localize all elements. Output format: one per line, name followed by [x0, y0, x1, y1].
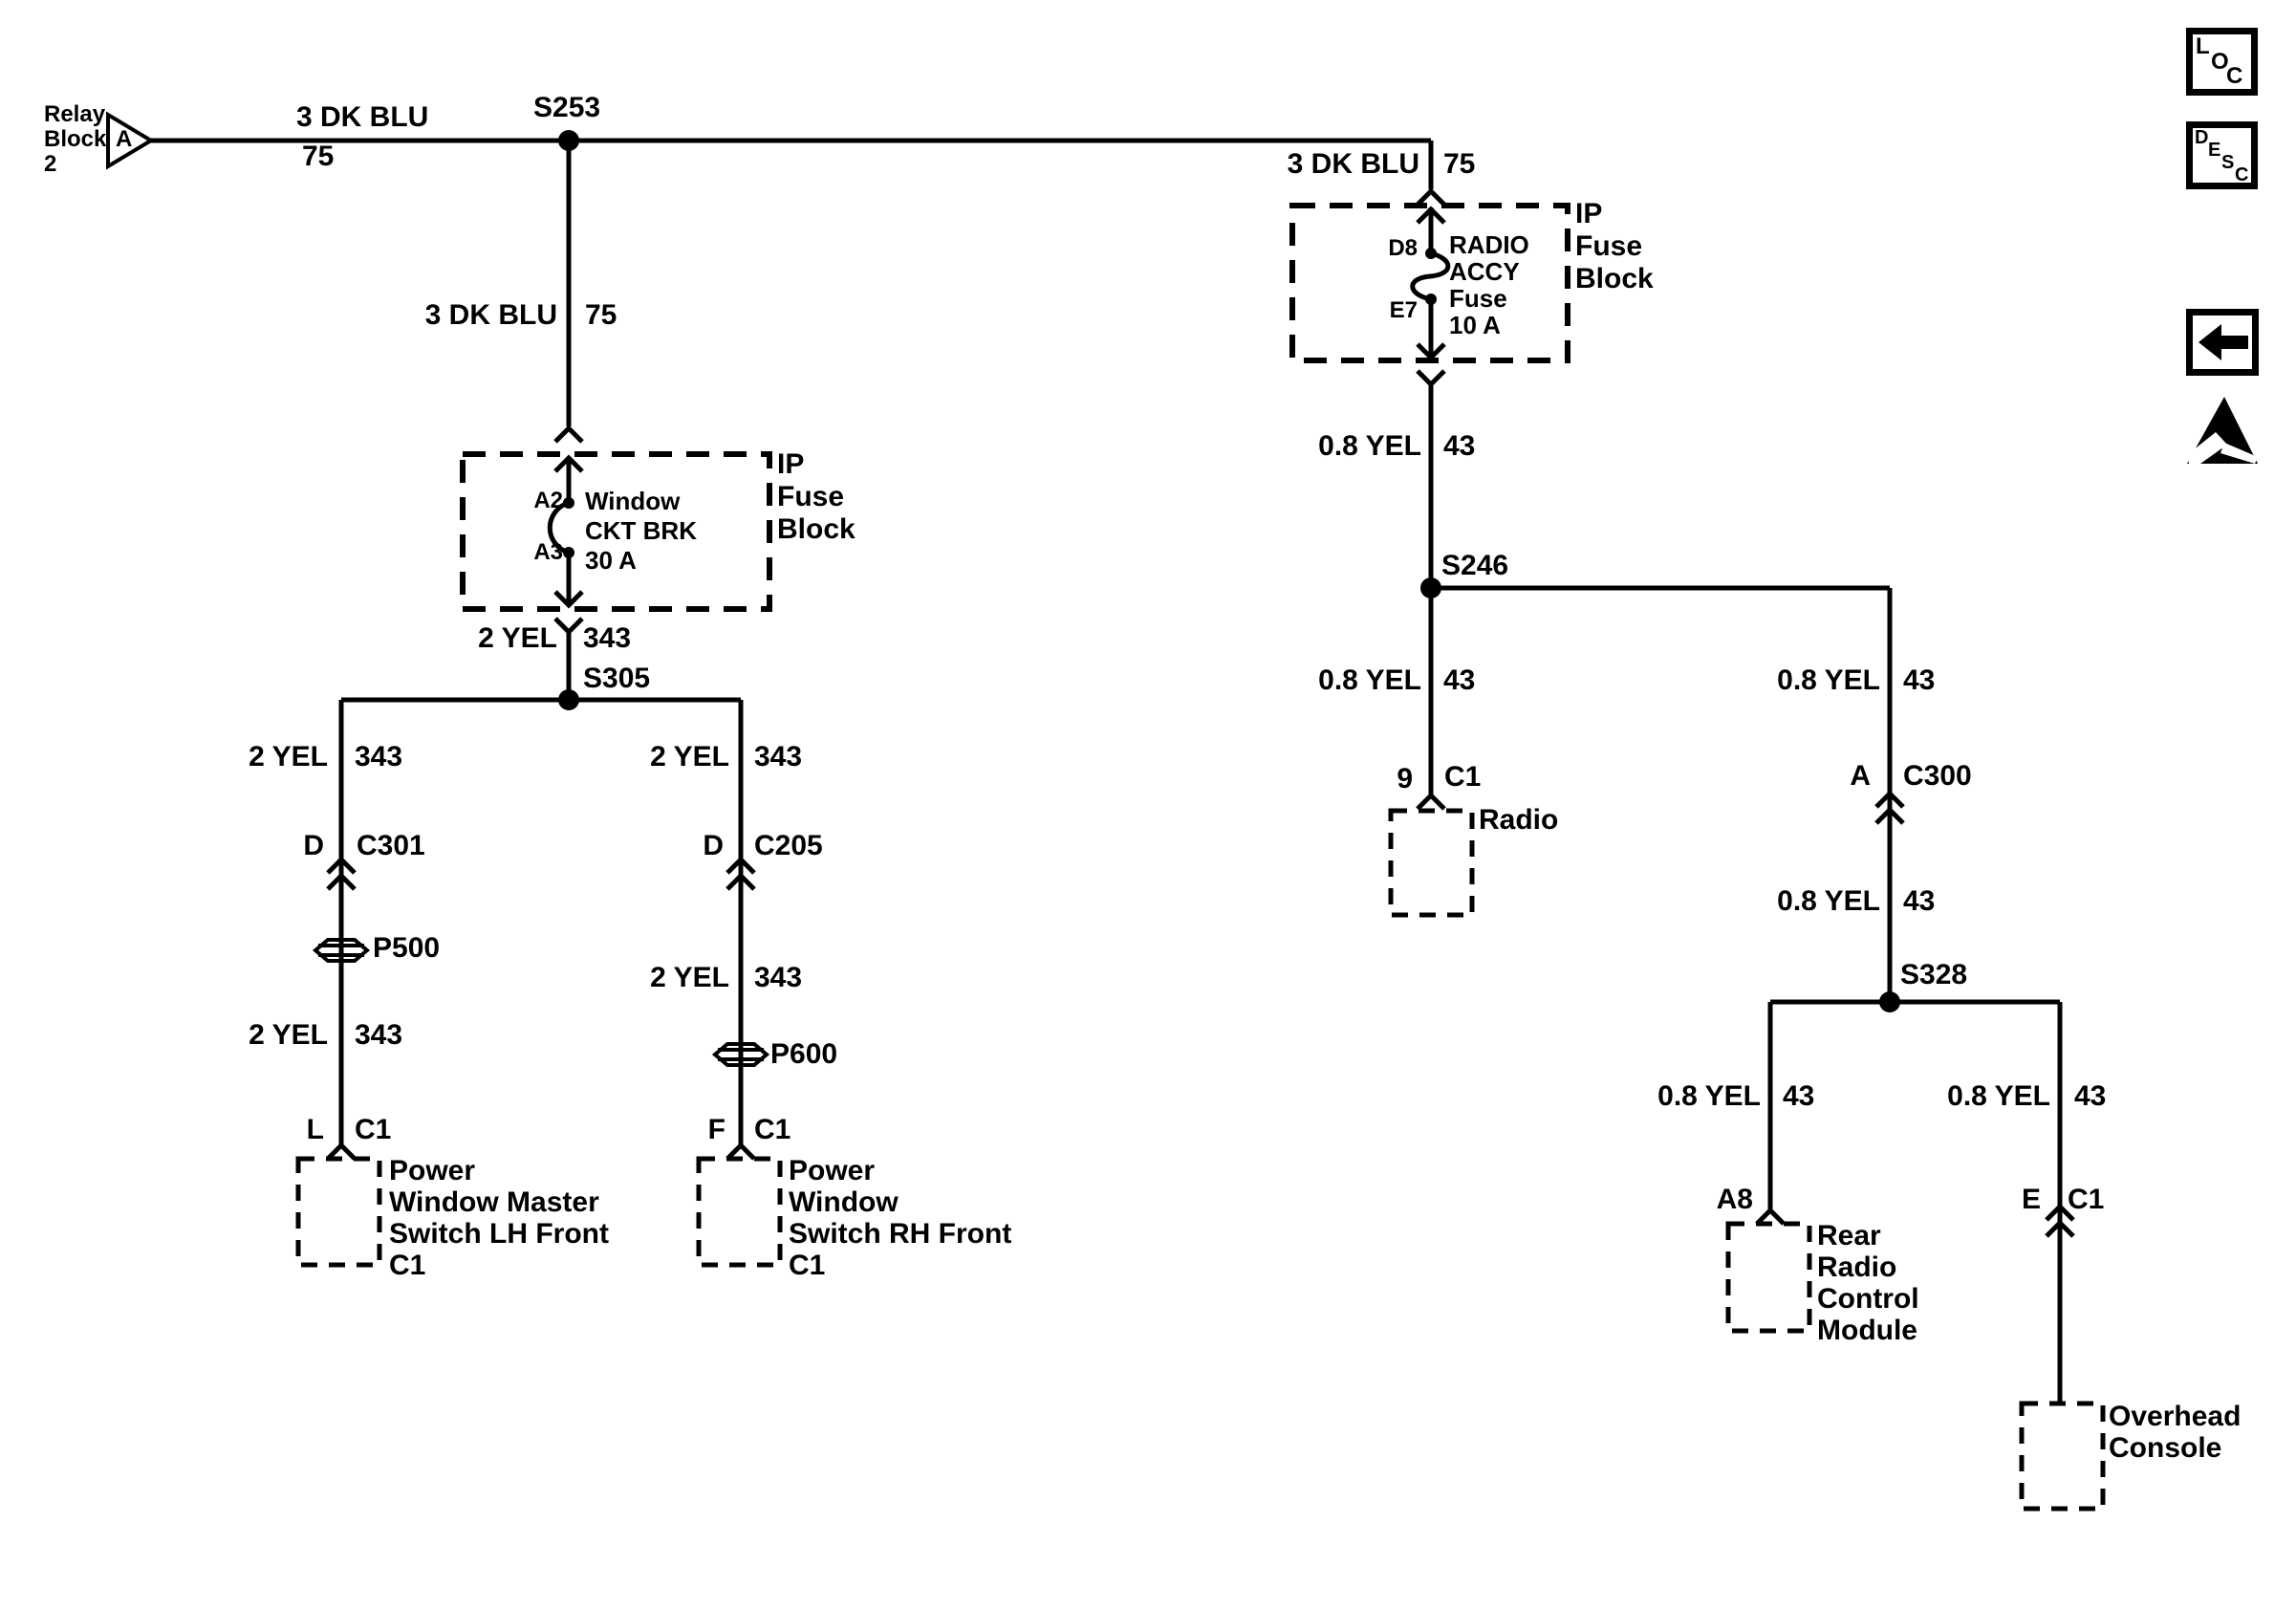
- relay-block-label: [44, 102, 106, 177]
- back-button[interactable]: [2186, 309, 2259, 376]
- wire-circuit: 75: [1443, 148, 1476, 180]
- component-line: Switch LH Front: [389, 1218, 609, 1250]
- fuse-block-title-line: Fuse: [777, 481, 845, 512]
- back-arrow-icon: [2193, 315, 2252, 369]
- loc-letter: L: [2196, 33, 2210, 59]
- junction-label-s246: S246: [1441, 550, 1509, 581]
- splice-label-p600: P600: [770, 1038, 838, 1070]
- wire-label: 2 YEL: [650, 741, 729, 772]
- wire-circuit: 43: [1443, 430, 1476, 462]
- wire-label: 2 YEL: [478, 622, 557, 654]
- junction-label-s253: S253: [533, 92, 601, 123]
- rh-switch-box: [699, 1159, 780, 1265]
- connector-chevron: [555, 428, 582, 442]
- junction-s246: [1420, 577, 1441, 598]
- fuse-device-line: Fuse: [1449, 284, 1507, 313]
- radio-box: [1391, 811, 1472, 915]
- fuse-pin-label: D8: [1388, 235, 1418, 261]
- esd-warning-icon: [2187, 397, 2258, 464]
- breaker-device-line: CKT BRK: [585, 516, 697, 545]
- connector-id: C1: [1444, 761, 1482, 793]
- desc-button[interactable]: [2186, 121, 2258, 189]
- wire-circuit: 43: [1903, 885, 1936, 917]
- component-line: Module: [1817, 1315, 1917, 1346]
- fuse-pin-label: A2: [533, 488, 563, 513]
- component-label-overhead: [2109, 1401, 2241, 1464]
- fuse-block-title: [777, 448, 856, 546]
- wire-circuit: 343: [355, 1019, 403, 1051]
- wire-circuit: 343: [754, 962, 803, 993]
- pin-a3-dot: [563, 547, 574, 558]
- connector-id: C300: [1903, 760, 1972, 792]
- connector-id: C1: [355, 1114, 392, 1145]
- overhead-console-box: [2022, 1403, 2103, 1509]
- desc-letter: E: [2208, 140, 2221, 161]
- breaker-device-line: 30 A: [585, 546, 637, 575]
- rear-radio-module-box: [1728, 1224, 1809, 1331]
- connector-id: C1: [754, 1114, 791, 1145]
- component-line: Window Master: [389, 1186, 599, 1218]
- breaker-device-label: [585, 487, 697, 576]
- fuse-device-label: [1449, 231, 1529, 338]
- fuse-device-line: 10 A: [1449, 311, 1501, 339]
- connector-pin: D: [703, 830, 724, 861]
- fuse-block-title-line: IP: [777, 448, 805, 480]
- connector-id: C301: [357, 830, 425, 861]
- wire-circuit: 343: [583, 622, 632, 654]
- desc-letter: C: [2235, 164, 2249, 185]
- wire-label: 2 YEL: [249, 1019, 328, 1051]
- fuse-block-title-line: Block: [777, 513, 856, 545]
- fuse-device-line: ACCY: [1449, 257, 1520, 286]
- pin-d8-dot: [1425, 248, 1437, 259]
- fuse-block-entry-arrow: [1418, 207, 1444, 253]
- component-line: Power: [389, 1155, 476, 1186]
- wire-label: 3 DK BLU: [296, 101, 429, 133]
- component-line: Control: [1817, 1283, 1919, 1315]
- wire-circuit: 343: [355, 741, 403, 772]
- relay-block-label-line: 2: [44, 151, 57, 177]
- component-label-rear-module: [1817, 1220, 1919, 1346]
- wire-label: 0.8 YEL: [1318, 430, 1421, 462]
- component-line: C1: [389, 1250, 426, 1281]
- connector-pin: L: [306, 1114, 324, 1145]
- junction-label-s328: S328: [1900, 959, 1968, 990]
- connector-chevron: [1418, 795, 1444, 809]
- fuse-block-title-line: Block: [1575, 263, 1654, 294]
- fuse-block-title-line: Fuse: [1575, 230, 1643, 262]
- relay-terminal-letter: A: [116, 126, 133, 152]
- connector-pin: D: [303, 830, 324, 861]
- desc-letter: D: [2195, 127, 2209, 148]
- pin-e7-dot: [1425, 294, 1437, 305]
- wire-label: 0.8 YEL: [1777, 664, 1880, 696]
- junction-s328: [1879, 991, 1900, 1012]
- fuse-pin-label: A3: [533, 539, 563, 565]
- connector-id: C1: [2068, 1184, 2105, 1215]
- wire-circuit: 75: [302, 141, 335, 172]
- loc-letter: O: [2211, 49, 2229, 75]
- connector-chevron: [1418, 191, 1444, 205]
- wire-circuit: 343: [754, 741, 803, 772]
- wire-label: 3 DK BLU: [424, 299, 557, 331]
- component-line: Radio: [1817, 1251, 1897, 1283]
- wire-label: 2 YEL: [249, 741, 328, 772]
- fuse-device-line: RADIO: [1449, 230, 1529, 259]
- relay-block-label-line: Relay: [44, 101, 106, 127]
- fuse-pin-label: E7: [1389, 297, 1418, 323]
- connector-pin: A: [1850, 760, 1871, 792]
- component-line: C1: [789, 1250, 826, 1281]
- component-line: Rear: [1817, 1220, 1881, 1251]
- splice-label-p500: P500: [373, 932, 441, 964]
- wire-label: 0.8 YEL: [1947, 1080, 2050, 1112]
- loc-button[interactable]: [2186, 28, 2258, 96]
- component-line: Console: [2109, 1432, 2222, 1464]
- wire-circuit: 43: [1903, 664, 1936, 696]
- component-line: Window: [789, 1186, 899, 1218]
- desc-letter: S: [2221, 152, 2235, 173]
- wire-label: 0.8 YEL: [1657, 1080, 1761, 1112]
- connector-pin: F: [707, 1114, 726, 1145]
- loc-letter: C: [2226, 63, 2243, 89]
- connector-chevron: [1418, 371, 1444, 588]
- wire-circuit: 43: [2074, 1080, 2107, 1112]
- connector-chevron: [555, 619, 582, 700]
- connector-pin: A8: [1716, 1184, 1753, 1215]
- pin-a2-dot: [563, 497, 574, 509]
- breaker-device-line: Window: [585, 487, 681, 515]
- wire-label: 2 YEL: [650, 962, 729, 993]
- component-label-rh-switch: [789, 1155, 1011, 1281]
- component-label-lh-switch: [389, 1155, 609, 1281]
- relay-block-label-line: Block: [44, 126, 107, 152]
- connector-pin: 9: [1397, 763, 1413, 794]
- junction-s253: [558, 130, 579, 151]
- component-label-radio: Radio: [1479, 804, 1559, 836]
- junction-label-s305: S305: [583, 663, 651, 694]
- fuse-block-title-line: IP: [1575, 198, 1603, 229]
- component-line: Overhead: [2109, 1401, 2242, 1432]
- component-line: Power: [789, 1155, 876, 1186]
- fuse-block-exit-arrow: [1418, 299, 1444, 358]
- junction-dots: [558, 130, 1900, 1012]
- junction-s305: [558, 689, 579, 710]
- lh-switch-box: [298, 1159, 379, 1265]
- wire-circuit: 43: [1783, 1080, 1815, 1112]
- connector-pin: E: [2021, 1184, 2041, 1215]
- component-line: Switch RH Front: [789, 1218, 1012, 1250]
- connector-id: C205: [754, 830, 823, 861]
- wire-label: 0.8 YEL: [1318, 664, 1421, 696]
- fuse-block-title: [1575, 198, 1654, 295]
- fuse-symbol: [1413, 253, 1448, 299]
- wire-circuit: 43: [1443, 664, 1476, 696]
- wire-label: 3 DK BLU: [1287, 148, 1419, 180]
- wire-label: 0.8 YEL: [1777, 885, 1880, 917]
- wire-circuit: 75: [585, 299, 617, 331]
